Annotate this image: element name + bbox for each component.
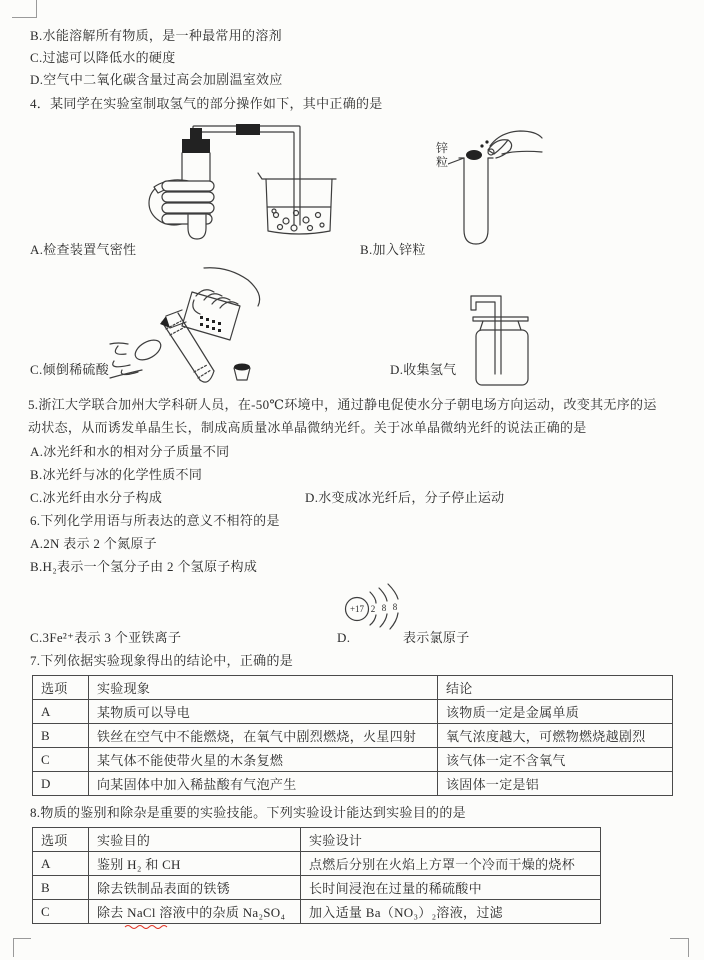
table-row: [33, 700, 673, 724]
q4-option-c: C.倾倒稀硫酸: [30, 362, 110, 377]
diagram-pour-acid: [108, 266, 278, 394]
q4-stem: 4．某同学在实验室制取氢气的部分操作如下，其中正确的是: [30, 96, 383, 111]
table-cell: 氧气浓度越大，可燃物燃烧越剧烈: [438, 724, 673, 748]
table-cell: B: [33, 876, 89, 900]
q5-stem-line2: 动状态，从而诱发单晶生长，制成高质量冰单晶微纳光纤。关于冰单晶微纳光纤的说法正确的是: [28, 420, 587, 435]
table-cell: 某气体不能使带火星的木条复燃: [89, 748, 438, 772]
diagram-airtightness-check: [148, 123, 343, 253]
q7-table: [32, 675, 673, 796]
margin-mark-top-left: [12, 0, 37, 18]
table-row: [33, 900, 601, 924]
table-header-row: [33, 676, 673, 700]
nucleus-charge: +17: [349, 604, 365, 614]
q5-option-b: B.冰光纤与冰的化学性质不同: [30, 467, 203, 482]
spellcheck-squiggle: [124, 923, 170, 929]
q3-option-b: B.水能溶解所有物质，是一种最常用的溶剂: [30, 28, 282, 43]
table-header-cell: 实验设计: [301, 828, 601, 852]
q6-option-d-label: D.: [337, 630, 351, 645]
q5-option-a: A.冰光纤和水的相对分子质量不同: [30, 444, 230, 459]
shell1-count: 2: [370, 604, 376, 614]
table-row: [33, 724, 673, 748]
table-cell: C: [33, 900, 89, 924]
test-tube: [464, 158, 488, 244]
table-cell: 加入适量 Ba（NO₃）₂溶液，过滤: [301, 900, 601, 924]
q5-stem-line1: 5.浙江大学联合加州大学科研人员，在-50℃环境中，通过静电促使水分子朝电场方向运动，改变其无序的运: [28, 397, 657, 412]
table-cell: 鉴别 H₂ 和 CH: [89, 852, 301, 876]
table-cell: A: [33, 852, 89, 876]
q6-option-a: A.2N 表示 2 个氮原子: [30, 536, 157, 551]
rubber-connector: [236, 124, 260, 135]
hand-upper: [204, 268, 260, 306]
table-header-cell: 选项: [33, 828, 89, 852]
table-header-cell: 实验目的: [89, 828, 301, 852]
label-pointer-line: [448, 158, 464, 164]
q8-table: [32, 827, 601, 924]
beaker: [258, 173, 336, 179]
table-cell: 向某固体中加入稀盐酸有气泡产生: [89, 772, 438, 796]
q4-option-d: D.收集氢气: [390, 362, 457, 377]
table-cell: C: [33, 748, 89, 772]
tilted-test-tube: [162, 313, 214, 380]
margin-mark-bottom-left: [13, 938, 31, 957]
table-cell: A: [33, 700, 89, 724]
q6-option-b: B.H₂表示一个氢分子由 2 个氢原子构成: [30, 559, 258, 574]
shell2-count: 8: [381, 603, 387, 613]
table-row: [33, 772, 673, 796]
margin-mark-bottom-right: [670, 938, 689, 957]
q3-option-d: D.空气中二氧化碳含量过高会加剧温室效应: [30, 72, 283, 87]
table-cell: 除去铁制品表面的铁锈: [89, 876, 301, 900]
q5-option-c: C.冰光纤由水分子构成: [30, 490, 163, 505]
table-cell: 该物质一定是金属单质: [438, 700, 673, 724]
diagram-add-zinc: [448, 128, 543, 253]
q6-option-d-text: 表示氯原子: [403, 630, 470, 645]
table-row: [33, 876, 601, 900]
q4-option-b: B.加入锌粒: [360, 242, 426, 257]
q6-stem: 6.下列化学用语与所表达的意义不相符的是: [30, 513, 280, 528]
q8-stem: 8.物质的鉴别和除杂是重要的实验技能。下列实验设计能达到实验目的的是: [30, 805, 466, 820]
table-cell: D: [33, 772, 89, 796]
table-header-cell: 选项: [33, 676, 89, 700]
table-cell: B: [33, 724, 89, 748]
q4-option-a: A.检查装置气密性: [30, 242, 137, 257]
table-cell: 该气体一定不含氧气: [438, 748, 673, 772]
table-row: [33, 748, 673, 772]
q6-option-c: C.3Fe²⁺表示 3 个亚铁离子: [30, 630, 182, 645]
table-header-cell: 结论: [438, 676, 673, 700]
rubber-stopper: [182, 139, 210, 153]
table-cell: 除去 NaCl 溶液中的杂质 Na₂SO₄: [89, 900, 301, 924]
table-cell: 长时间浸泡在过量的稀硫酸中: [301, 876, 601, 900]
diagram-collect-hydrogen: [443, 288, 553, 396]
zinc-granules: [466, 150, 482, 160]
q5-option-d: D.水变成冰光纤后，分子停止运动: [305, 490, 505, 505]
table-cell: 该固体一定是铝: [438, 772, 673, 796]
shell3-count: 8: [392, 602, 398, 612]
atomic-structure-diagram: [343, 578, 418, 636]
hand-lower: [113, 346, 138, 375]
q3-option-c: C.过滤可以降低水的硬度: [30, 50, 176, 65]
table-row: [33, 852, 601, 876]
q7-stem: 7.下列依据实验现象得出的结论中，正确的是: [30, 653, 294, 668]
table-cell: 某物质可以导电: [89, 700, 438, 724]
table-header-cell: 实验现象: [89, 676, 438, 700]
test-tube: [188, 215, 206, 239]
zinc-granule-label: 锌粒: [436, 141, 449, 169]
table-cell: 点燃后分别在火焰上方罩一个冷而干燥的烧杯: [301, 852, 601, 876]
table-header-row: [33, 828, 601, 852]
table-cell: 铁丝在空气中不能燃烧，在氧气中剧烈燃烧，火星四射: [89, 724, 438, 748]
gas-bottle: [476, 330, 528, 385]
